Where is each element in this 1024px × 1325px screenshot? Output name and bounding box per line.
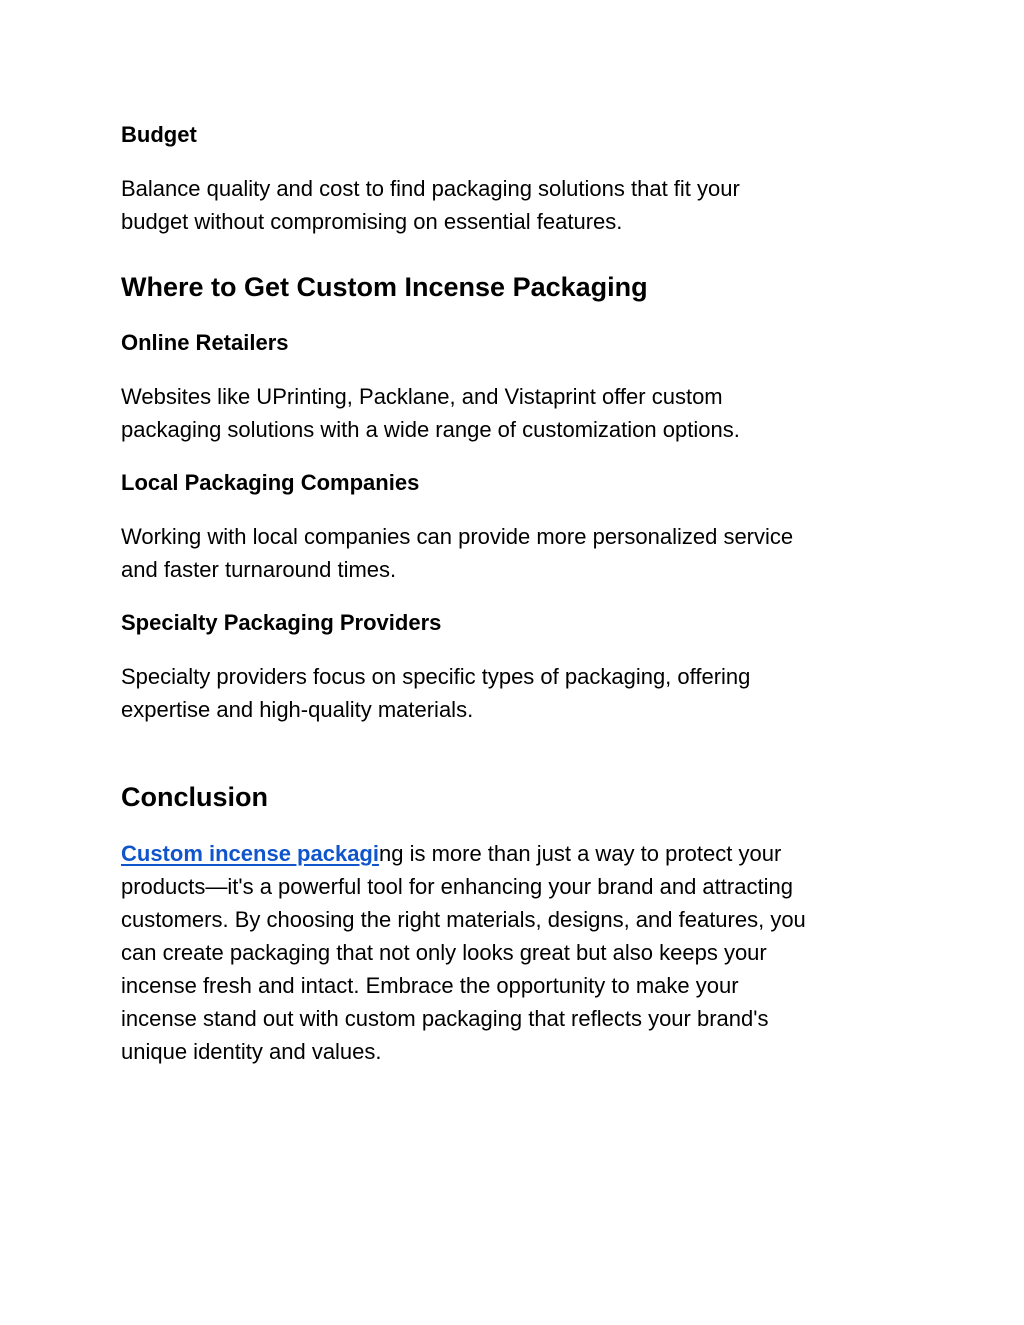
- local-line-1: Working with local companies can provide more personalized service: [121, 524, 794, 549]
- custom-incense-packaging-link[interactable]: Custom incense packagi: [121, 841, 379, 866]
- local-companies-paragraph: [121, 520, 911, 586]
- conclusion-line-1-rest: ng is more than just a way to protect your: [378, 841, 782, 866]
- local-line-2: and faster turnaround times.: [121, 557, 397, 582]
- conclusion-paragraph: [121, 837, 911, 1068]
- online-line-2: packaging solutions with a wide range of customization options.: [121, 417, 740, 442]
- specialty-line-2: expertise and high-quality materials.: [121, 697, 474, 722]
- where-heading: Where to Get Custom Incense Packaging: [121, 272, 648, 302]
- budget-line-2: budget without compromising on essential features.: [121, 209, 623, 234]
- online-line-1: Websites like UPrinting, Packlane, and Vistaprint offer custom: [121, 384, 723, 409]
- conclusion-line-5: incense fresh and intact. Embrace the opportunity to make your: [121, 973, 739, 998]
- conclusion-line-6: incense stand out with custom packaging that reflects your brand's: [121, 1006, 769, 1031]
- budget-heading: Budget: [121, 122, 197, 147]
- conclusion-line-2: products—it's a powerful tool for enhancing your brand and attracting: [121, 874, 793, 899]
- conclusion-line-1: [121, 837, 911, 870]
- conclusion-line-4: can create packaging that not only looks great but also keeps your: [121, 940, 767, 965]
- conclusion-line-7: unique identity and values.: [121, 1039, 382, 1064]
- specialty-line-1: Specialty providers focus on specific types of packaging, offering: [121, 664, 751, 689]
- budget-line-1: Balance quality and cost to find packaging solutions that fit your: [121, 176, 740, 201]
- local-companies-heading: Local Packaging Companies: [121, 470, 420, 495]
- budget-paragraph: [121, 172, 911, 238]
- specialty-providers-paragraph: [121, 660, 911, 726]
- conclusion-heading: Conclusion: [121, 782, 268, 812]
- online-retailers-paragraph: [121, 380, 911, 446]
- conclusion-line-3: customers. By choosing the right materials, designs, and features, you: [121, 907, 806, 932]
- online-retailers-heading: Online Retailers: [121, 330, 289, 355]
- specialty-providers-heading: Specialty Packaging Providers: [121, 610, 442, 635]
